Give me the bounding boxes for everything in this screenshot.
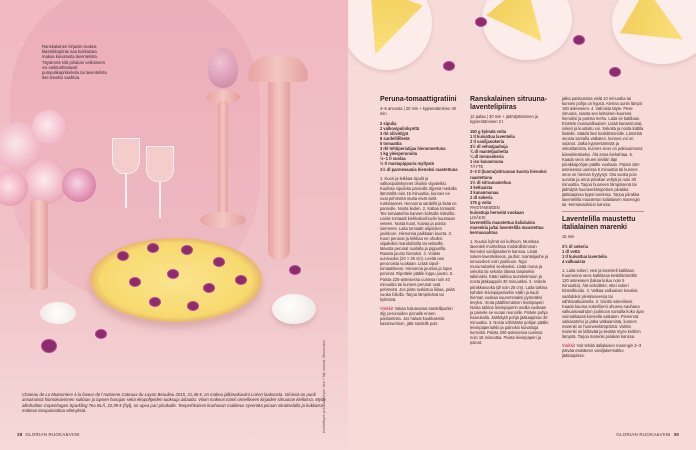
recipe-tart-continued (562, 96, 644, 362)
rose-flower (62, 168, 96, 202)
flower-petal (476, 18, 486, 26)
ingredient: 1½ dl sitruunamehua (470, 179, 511, 185)
photo-credit: Kuvitettujen ja kukkapohjan: Niio + My, kukkat: Stockmann (322, 340, 326, 433)
ingredient: ¼ dl tomusokeria (470, 154, 504, 160)
recipe-meta: 15 min (562, 234, 575, 240)
magazine-title: GLORIAN RUOKA&VIINI (25, 432, 80, 437)
flower-petal (214, 258, 224, 266)
ingredient: 2 tl vaniljasokeria (470, 139, 505, 145)
ingredient: 2 dl sokeria (470, 194, 493, 200)
flower-petal (574, 36, 584, 44)
right-page-recipes (348, 0, 696, 450)
ingredient: 1½ dl parmesaania hienoksi raastettuna (380, 166, 458, 172)
page-folio-left (14, 432, 80, 437)
recipe-title: Peruna-tomaattigratiini (380, 96, 457, 103)
ingredient: 8 sardelliﬁleetä (380, 136, 410, 142)
pink-vase (30, 200, 48, 290)
recipe-method: 1. Kuori ja leikkaa sipulit ja valkosipulinkynnet ohuiksi viipaleiksi. Kuullota sipuleita pannulla öljyssä medalla lämmöllä noin 15 minuuttia, kunnes ne ovat pehmeitä mutta eivät vielä ruskistuneet. Hienonna sardellit ja lisää ne pannulle. Nosta lieden. 2. Kaltaa tomaatit. Tee tomaateihin kannen kohtalle ristiviilto. Laske tomaatit kiehkakuohuviin kuumaan veteen. Nosta kuori, kuivaa ja poista siemenet. Laita tomaatit alipoisten joukkoon. Hienonna paikkaan kuorta. 3. Kuori perunat ja leikkaa ne ohuiksi viipaleiksi mandoliinilla tai veitsellä. Mausta perunat suolalla ja pippurilla. Raasta juusto hienoksi. 4. Voitele uunivuoka (20 × 25 cm). Levitä osa perunoista vuokaan. Lisää sipuli-tomaattiseos. Hienonna juustoa ja loput perunat. Ripottele päälle loppu juusto. 5. Paista 225-asteisessa uunissa noin 40 minuuttia tai kunnes perunat ovat pehmeitä. Jos pinta ruskistuu liikaa, peitä vuoka foliolla. Tarjoa lämpimänä tai kylmänä. (380, 175, 457, 302)
ingredient-subheading: LISÄKSI (470, 214, 486, 220)
tip-text: Voit tehdä italialaisen marengin 2–3 päivää etukäteen vaniljakermakko jääkaapissa. (562, 342, 642, 359)
flower-petal (42, 340, 56, 352)
flower-petal (118, 252, 128, 260)
recipe-tip (380, 306, 458, 326)
tip-text: Valuta halutessasi sardellipurkin öljy perunoiden pinnalle ennen paistamista. Jos haluat kuukkaeista kasvisversion, jätä sardellit pois. (380, 305, 453, 326)
recipe-title: Ranskalainen sitruuna-laventelipiiras (470, 96, 548, 111)
ingredient: ½–1 tl suolaa (380, 156, 406, 162)
candlestick-base (200, 212, 246, 228)
divider (562, 211, 644, 212)
photo-caption-top: Ranskalainen kirjaisin-makea klassikkopiiras saa kukkaisaa makua kuivatusta laventelista. Täydennä sitä piirakan valkoiseen voi vaihtoehtoisesti pumpulikaprkkeleita tai laventelista itse leivottu vaahtoa. (42, 44, 107, 81)
recipe-meta: 4–6 annosta | 20 min + kypsentäminen 40 min (380, 106, 457, 117)
white-flower (40, 302, 76, 324)
recipe-title: Laventelilla maustettu italialainen marenki (562, 216, 636, 232)
rose-flower (32, 110, 66, 144)
candlestick-stem (218, 100, 228, 220)
wine-glass-stem (125, 174, 127, 208)
flower-petal (188, 302, 198, 310)
flower-petal (610, 68, 620, 76)
ingredient: kuivattuja herneitä vuokaan (470, 209, 524, 215)
pink-sculpture (268, 70, 290, 260)
flower-petal (130, 278, 140, 286)
page-number: 39 (673, 432, 679, 437)
tip-label: Vinkki! (380, 305, 394, 311)
ingredient: 2 valkosipulinkynttä (380, 126, 420, 132)
ingredient: 4 valkuaista (562, 259, 586, 265)
wine-caption: Chateau de La Mutonniere à la faveur de l'Automne Coteaux du Layon Beaulieu 2015, 21,48 €, on makea jälkiruokaviini Loiren laaksosta. Viinissä on puoli ansainaisiä hiomokuivinnen suklaan ja lapsen hunajan sekä ekopohjeiden tuoksuja aiitauttu. Viinin makeus toimii onnelliseen kirjaiden sitruunan kiellossa. Myös alkoholiton Copenhagen Sparkling Tea BLÅ, 22,99 € (hyl), on upea pari piirakalle. Teeperhkaisen kuohuvan makkeus syventää piiraan sitrukselalla ja kukkaisa makeus tasapainoittaa elämyksiä. (22, 392, 326, 414)
flower-petal (148, 244, 158, 252)
flower-petal (236, 276, 246, 284)
tip-label: Vinkki! (562, 342, 576, 348)
ingredient: 3 keltuaista (470, 184, 493, 190)
ingredient: 2–3 tl (luomu)sitruunan kuorta hienoksi raastettuna (470, 169, 547, 180)
recipe-tip (562, 343, 644, 358)
flower-petal (290, 266, 300, 274)
flower-petal (96, 330, 106, 338)
page-folio-right (616, 432, 682, 437)
wine-glass (146, 146, 174, 182)
ingredient-subheading: PAISTAMISEEN (470, 204, 500, 210)
magazine-title: GLORIAN RUOKA&VIINI (616, 432, 671, 437)
ingredient: 150 g kylmää voita (470, 129, 507, 135)
wine-glass-stem (159, 182, 161, 218)
recipe-method: 1. Laita sokeri, vesi ja laventeli kattilaan. Kuumenna seos kattilassa keskilämmöllä 120 asteeseen (lakaa kuluu noin 5 minuuttia). Älä sekoittele; ettei sokeri kristallisoidu. 2. Valkaa valkuaiset kovaksi vaahdoksi yleiskoneessa tai sähkövatkaimella. 3. Siivilöi sokeriliemi. Kaada kuuma sokeriliemi ohuena nauhana valkuaisvaahdon joukkoon samalla koko ajan voimakkaasti koneella vatkaten. Pienennä vatkausteho ja jatka vatkaamista, kunnes marenki on huoneenlämpöistä. Valmis marenki on kiiltävää ja kestää myös keittiön lämpöä. Tarjoa marenki piirakan kanssa. (562, 268, 644, 339)
recipe-meta: 12 palaa | 30 min + jäähdyttäminen ja kypsentäminen 3 t (470, 114, 539, 125)
flower-petal (182, 246, 192, 254)
pink-sculpture-top (248, 56, 308, 82)
flower-petal (150, 298, 160, 306)
ingredient: laventelilla maustettua italialaista marenkia ja/tai laventelilla maustettua kermavaahtoa (470, 219, 544, 236)
page-number: 38 (17, 432, 23, 437)
ingredient: 2½ dl sokeria (562, 244, 588, 250)
flower-petal (444, 62, 454, 70)
wine-glass (112, 138, 140, 174)
ingredient-subheading: TÄYTE (470, 164, 484, 170)
ingredient: 1 iso kananmuna (470, 159, 504, 165)
decorative-egg (208, 48, 238, 88)
ingredient: 175 g voita (470, 199, 492, 205)
recipe-tart (470, 96, 550, 349)
ingredient: 1 kg yleisperunoita (380, 151, 418, 157)
ingredient: 1 dl vettä (562, 249, 580, 255)
ingredient: ¾ dl manteljauhetta (470, 149, 509, 155)
ingredient: ½ tl mustapippuria myllystä (380, 161, 434, 167)
ingredient: 1 tl kuivattua laventelia (470, 134, 515, 140)
ingredient: 3 rkl oliiviöljyä (380, 131, 409, 137)
flower-petal (168, 270, 178, 278)
ingredient: 3 kananmunaa (470, 189, 499, 195)
ingredient: 2 sipulia (380, 121, 397, 127)
ingredient: 3 rkl tehtiperiatijaa hienonnettuna (380, 146, 446, 152)
flower-petal (204, 284, 214, 292)
ingredient: 3½ dl vehnäjauhoja (470, 144, 508, 150)
recipe-method: 1. Kuutioi kylmä voi kulhoon. Murskaa laventeli morttelissa mahdollisimman hienoksi vaniljasokerin kanssa. Lisää sokeri-laventeliseos, jauhot, manteljauhe ja tomusokeri voin joukkoon. Nypi murumaiseksi seokseksi. Lisää muna ja sekoita tai sekoita tilassa tasaiseksi taikinaksi. Kääri taikina tuorekelmuun ja nosta jääkaappiin 30 minuutiksi. 2. Voitele piirakkavuoka (Ø noin 25 cm). Laita taikina kahden leivinpaperiarkin väliin ja kauli hieman vuokaa suuremmaksi pyöreäksi levyksi. Irrota päällimmäinen leivinpaperi. Nosta taikina leivinpaperin avulla vuokaan ja painele se vuoan reunoille. Pistele pohja haarukalla. Jäähdytä pohja jääkaapissa 30 minuuttia. 3. Nosta vähintään pohjan päälle leivinpaperiarkki ja painoksi kuivattuja herneitä. Paista 200-asteisessa uunissa noin 15 minuuttia. Poista leivinpaperi ja painot. (470, 239, 549, 346)
recipe-method: jatka paistamista vielä 10 minuuttia tai kunnes pohja on kypsä. Alenna uunin lämpö 160 asteeseen. 4. Valmista täyte. Pese sitruuna, raasta sen keltainen kuorena hienoksi ja purista mehu. Laita se kattilaan. Erottele munavalkuaiset. Lisää kananmunat, sokeri ja kuutioitu voi. Sekoita ja nosta kattila liedelle. Säädä lievi keskilämmölle. Lämmitä seosta samalla vatkaten, kunnes voi on sulanut. Jatka kypsentämistä ja sekoittamista, kunnes seos on paksuuntunut kiisselimäiseksi. Älä anna kiehahtaa. 5. Kaada seos ohuen siivilän läpi piirakkapohjan päälle vuokaan. Paista 160-asteisessa uunissa 5 minuuttia tai kunnes seos on hieman hyytynyt. Ota vuoka pois uunista ja anna piirakan veltyä ja noin 30 minuuttia. Tarjoa huoneen lämpöisenä tai jäähdytä huoneenlämpöisen piirakka jääkaapissa kypsi-tunnissa. Tarjoa piirakka laventelilla maustetun italialaisen marengin tai -kermavaahdon kanssa. (562, 96, 644, 207)
ingredient: 1 tl kuivattua laventelia (562, 254, 607, 260)
ingredient: 5 tomaattia (380, 141, 402, 147)
cream-dish (272, 294, 316, 324)
recipe-gratin (380, 96, 458, 330)
